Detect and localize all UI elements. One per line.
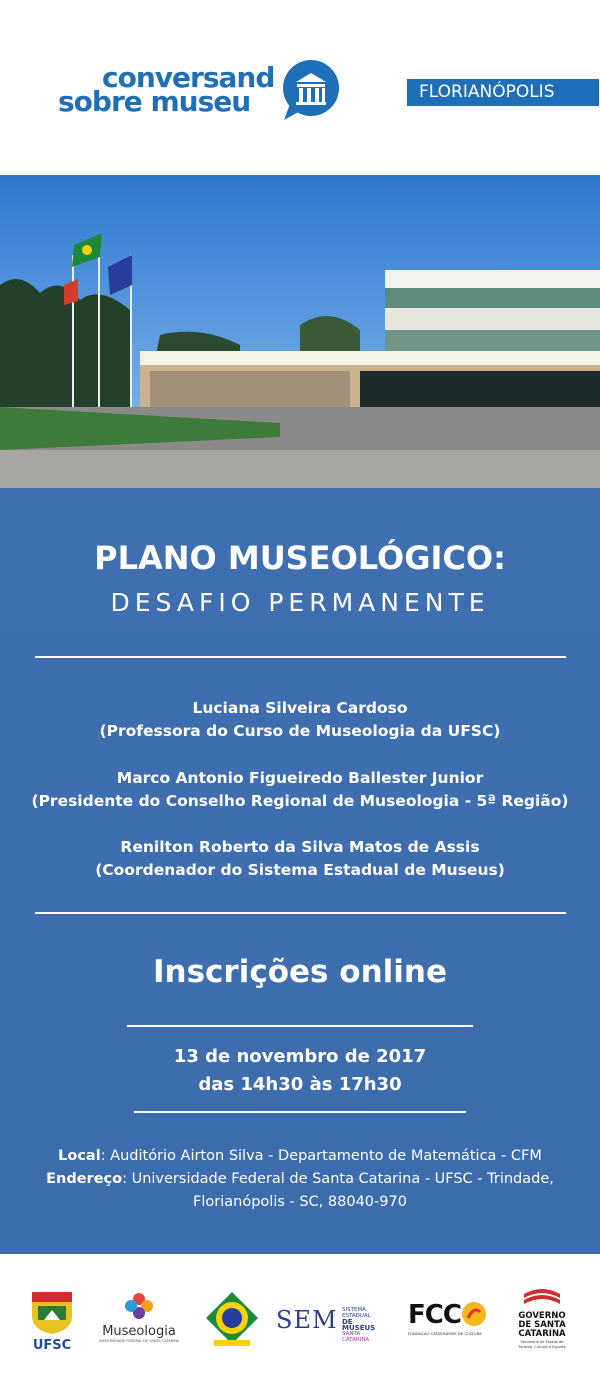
governo-text [512,1312,572,1339]
governo-line: GOVERNO [518,1311,566,1321]
divider [127,1025,473,1027]
address-label: Endereço [46,1171,123,1187]
event-schedule [0,1043,600,1099]
governo-line: CATARINA [518,1329,566,1339]
brasil-coat-of-arms [204,1290,260,1350]
santa-catarina-flag-icon [522,1286,562,1308]
event-date: 13 de novembro de 2017 [173,1046,427,1067]
ufsc-logo [28,1288,76,1354]
speaker-name: Renilton Roberto da Silva Matos de Assis [120,838,480,856]
event-time: das 14h30 às 17h30 [198,1074,402,1095]
building-photo [0,175,600,488]
sem-logo [276,1306,388,1343]
coat-of-arms-icon [204,1290,260,1350]
registration-heading: Inscrições online [152,954,447,990]
fcc-text: FCC [408,1300,461,1330]
sem-caption [342,1307,388,1343]
speaker-name: Luciana Silveira Cardoso [192,699,408,717]
museologia-text: Museologia [102,1324,176,1339]
sponsors-footer [0,1254,600,1381]
governo-subtext [512,1340,572,1349]
museologia-subtext: UNIVERSIDADE FEDERAL DE SANTA CATARINA [98,1339,180,1343]
governo-subline: Turismo, Cultura e Esporte [518,1344,566,1349]
sem-caption-line: DE MUSEUS [342,1318,376,1332]
governo-subline: Secretaria de Estado de [520,1340,564,1344]
speaker-1 [0,697,600,743]
address-value: : Universidade Federal de Santa Catarina - UFSC - Trindade, [122,1171,554,1187]
speaker-name: Marco Antonio Figueiredo Ballester Junior [116,769,484,787]
location-info [0,1145,600,1214]
logo-line2: sobre museu [58,85,251,118]
divider [35,656,566,658]
fcc-logo [408,1300,488,1340]
speaker-role: (Professora do Curso de Museologia da UFSC) [99,722,501,740]
speaker-role: (Presidente do Conselho Regional de Museologia - 5ª Região) [31,792,569,810]
sem-caption-line: SANTA CATARINA [342,1331,370,1343]
address-line2: Florianópolis - SC, 88040-970 [193,1194,407,1210]
divider [134,1111,466,1113]
ufsc-text: UFSC [32,1338,72,1353]
governo-line: DE SANTA [518,1320,566,1330]
divider [35,912,566,914]
logo-line1: conversand [102,61,275,94]
sem-caption-line: SISTEMA [342,1307,366,1313]
sem-text: SEM [276,1306,338,1334]
speaker-role: (Coordenador do Sistema Estadual de Museus) [95,861,505,879]
museologia-logo [94,1292,184,1352]
museologia-flower-icon [124,1292,154,1320]
ufsc-crest-icon [28,1288,76,1334]
city-badge: FLORIANÓPOLIS [407,79,599,106]
sem-caption-line: ESTADUAL [342,1313,371,1319]
local-label: Local [58,1148,101,1164]
speaker-2 [0,767,600,813]
fcc-hand-icon [460,1300,488,1328]
governo-sc-logo [512,1286,572,1358]
fcc-subtext: FUNDAÇÃO CATARINENSE DE CULTURA [408,1331,482,1336]
event-panel [0,488,600,1254]
local-value: : Auditório Airton Silva - Departamento de Matemática - CFM [100,1148,542,1164]
header [0,0,600,175]
event-subtitle: DESAFIO PERMANENTE [110,588,490,617]
museum-bubble-icon [278,58,344,124]
event-title: PLANO MUSEOLÓGICO: [94,539,506,577]
speaker-3 [0,836,600,882]
conversando-sobre-museu-logo [58,58,348,128]
